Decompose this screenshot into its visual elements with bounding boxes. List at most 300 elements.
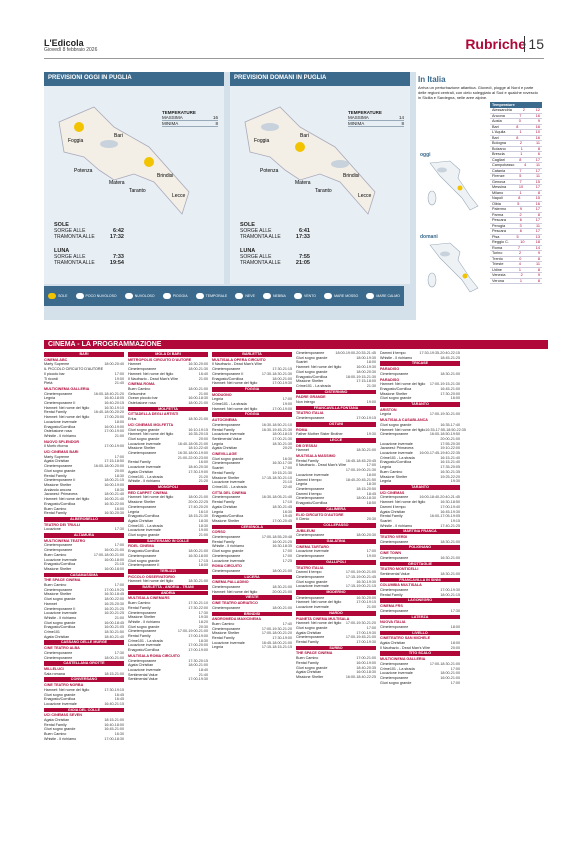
sun-icon [144,157,154,167]
film-title: Missione Shelter [44,566,72,571]
max-temp: 18 [535,240,540,244]
cinema-name: CORSO [212,530,226,535]
cinema-column [212,351,292,811]
film-title: Missione Shelter [296,675,324,679]
max-temp: 17 [535,207,540,211]
film-title: Gelsomine [128,391,146,396]
showtimes: 16:00 [450,396,460,401]
cinema-name: MULTICINEMA GALLERIA [44,386,90,391]
film-title: Il Clenio [296,517,310,522]
showtimes: 18:30-21:00 [440,371,460,376]
showtimes: 18:50 [366,501,376,506]
showtimes: 16:00-18:00 [104,566,124,571]
legend-item: NEVE [235,293,255,299]
showtimes: 20:30 [198,624,208,629]
city-heading: GROTTAGLIE [380,562,460,567]
showtimes: 17:40 [282,621,292,626]
film-listing [380,540,460,545]
showtimes: 16:00-18:00 [104,557,124,562]
sunrise-value: 6:42 [112,228,124,234]
city-heading: FOGGIA [212,412,292,417]
showtimes: 17:00-19:30-21:20 [261,626,292,631]
max-label: MASSIMA [162,115,183,120]
film-title: Whistle - Il richiamo [44,433,77,438]
min-temp: 10 [520,240,525,244]
showtimes: 17:40-20:20 [188,504,208,509]
temperature-table-tomorrow [348,110,404,127]
film-title: Locazione invernale [380,671,413,676]
showtimes: 17:00-19:00 [188,634,208,639]
showtimes: 18:00-21:00 [440,671,460,676]
cinema-name: PARADISO [380,367,400,372]
film-title: Enagosto/Cornilloa [212,376,244,381]
film-listing [44,444,124,449]
film-title: Locazione invernale [128,528,161,533]
showtimes: 16:30-18:05-21:40 [261,495,292,500]
showtimes: 18:15-21:00 [104,718,124,723]
film-title: Hamnet: Nel nome del figlio [296,621,342,626]
showtimes: 18:30-21:30 [272,441,292,446]
max-value: 16 [212,115,218,120]
film-title: Giuri sogno grande [380,396,412,401]
showtimes: 16:15-21:40 [440,460,460,465]
showtimes: 16:30-20:00 [188,362,208,367]
cinema-name: METROPOLIS CIRCUITO D'AUTORE [128,357,192,362]
city-heading: CERIGNOLA [212,525,292,530]
showtimes: 18:00-19:15-21:30 [345,374,376,379]
film-title: Agata Christian [44,459,70,464]
city-heading: FRANCAVILLA IN SINNI [380,578,460,583]
cinema-name: CINEVILLAGE [212,452,237,457]
showtimes: 17:30 [114,527,124,532]
city-name: Genova [492,179,506,184]
showtimes: 17:00-19:30 [188,677,208,682]
showtimes: 17:00-19:00 [104,429,124,434]
map-city-potenza: Potenza [260,168,279,174]
map-city-lecce: Lecce [172,193,186,199]
film-title: Il Morfo ritorna [44,444,68,449]
showtimes: 17:00-18:00-21:00 [93,552,124,557]
city-heading: MOLA DI BARI [128,352,208,357]
showtimes: 16:00-19:00 [104,424,124,429]
showtimes: 17:00 [450,666,460,671]
film-title: Cimetemporanee II [44,606,76,611]
film-title: Giuri sogno grande [212,456,244,461]
showtimes: 17:00 [282,549,292,554]
film-title: Missione Shelter [212,518,240,523]
film-title: Giuri sogno grande [296,665,328,670]
cinema-name: CINE TOWN [380,551,402,556]
showtimes: 19:10-22:00 [440,446,460,451]
showtimes: 18:00-21:00 [188,401,208,406]
film-title: Cimetemporanee [44,391,73,396]
showtimes: 16:40-18:05 [104,396,124,401]
showtimes: 18:40 [198,668,208,672]
film-listing [380,609,460,614]
film-title: Buen Camino [44,506,67,511]
film-title: Cimetemporanee [212,605,241,610]
film-title: Giuri sogno grande [128,533,160,538]
showtimes: 19:15-21:30 [272,470,292,475]
legend-item: PIOGGIA [163,293,188,299]
showtimes: 16:30 [114,732,124,737]
film-title: Cimetemporanee [128,367,157,372]
city-heading: SURBO [296,646,376,651]
film-listing [296,517,376,522]
showtimes: 17:00 [282,397,292,402]
film-title: Cimetemporanee [44,650,73,655]
min-temp: 0 [518,119,521,123]
showtimes: 17:00-19:00 [188,648,208,653]
showtimes: 18:00-21:15 [104,478,124,483]
partly-cloudy-icon [76,293,84,299]
legend-item: MARE MOSSO [324,293,358,299]
film-title: Giuri sogno grande [128,624,160,629]
film-title: Scarlet [380,518,392,523]
film-title: Agata Christian [380,509,406,514]
showtimes: 17:30 [450,608,460,613]
city-name: Olbia [492,201,501,206]
film-title: Enagosto/Cornilloa [128,648,160,653]
snow-icon [235,293,243,299]
city-heading: LAGONEGRO [380,598,460,603]
film-title: Cimetemporanee [44,543,73,548]
cinema-name: CINEMA PALLADINO [212,580,249,585]
showtimes: 17:00-19:00-21:00 [177,629,208,634]
cinema-name: UCI CINEMAS MOLFETTA [128,422,174,427]
showtimes: 21:20 [198,479,208,484]
city-heading: LIVELLO [380,631,460,636]
city-name: Torino [492,251,503,255]
film-title: Agata Christian [296,670,322,675]
film-title: Il Naufrazio - Dead Man's Wire [296,463,347,468]
film-title: Cimetemporanee [44,655,73,660]
max-temp: 11 [536,262,540,266]
min-temp: 5 [519,174,522,178]
film-title: Cimetemporanee II [44,401,76,406]
film-title: Agata Christian [128,469,154,474]
rain-icon [163,293,171,299]
film-title: Sentimental Value [380,571,410,576]
showtimes: 17:00-20:00 [104,415,124,420]
city-heading: CASAMASSIMA [44,573,124,578]
min-temp: 8 [518,196,521,200]
film-title: Locazione invernale [128,465,161,470]
max-value: 14 [398,115,404,120]
min-temp: 8 [519,157,522,162]
min-temp: 0 [519,256,522,261]
showtimes: 18:40-20:30 [188,465,208,470]
showtimes: 17:00-19:25 [104,587,124,592]
min-value: 8 [215,121,218,126]
map-city-matera: Matera [295,180,311,186]
cinema-name: NUOVA ITALIA [380,620,406,625]
cinema-name: UCI CINEMAS SEVEN [44,713,82,718]
showtimes: 18:20 [198,619,208,624]
showtimes: 20:00-22:25 [188,500,208,505]
legend-item: POCO NUVOLOSO [76,293,117,299]
film-title: IL PICCOLO CIRCUITO D'AUTORE [44,367,104,372]
cinema-name: MULTISALA CASABLANCA [380,418,428,423]
film-listing [212,446,292,451]
showtimes: 21:30 [366,383,376,388]
showtimes: 16:00-18:40-20:40-21:45 [419,495,460,500]
film-title: Il Naufrazio - Dead Man's Wire [212,362,263,367]
showtimes: 18:00-21:00 [272,376,292,381]
cinema-name: MULTISALA ROMA CIRCUITO [128,653,180,658]
film-title: Enagosto/Cornilloa [44,424,76,429]
max-temp: 16 [535,201,540,206]
max-temp: 9 [537,119,540,123]
city-heading: GIOIA DEL COLLE [44,708,124,713]
film-title: Ostelusione rosa [44,429,72,434]
showtimes: 17:00 [114,454,124,459]
showtimes: 17:35-20:05 [440,465,460,470]
film-listing [296,400,376,405]
showtimes: 18:00-21:00 [272,605,292,610]
film-title: Missione Shelter [380,474,408,479]
temperature-heading: TEMPERATURE [162,110,196,115]
film-title: Ocean piccolo bar [128,396,158,401]
min-temp: 5 [516,234,519,239]
film-title: Sentimental Value [128,672,158,677]
showtimes: 17:15-19:00-21:45 [345,574,376,579]
showtimes: 19:45 [282,514,292,519]
showtimes: 17:55-20:30 [440,441,460,446]
city-name: Messina [492,185,507,189]
film-title: Locazione invernale [128,643,161,648]
cinema-column [296,351,376,811]
showtimes: 16:40-18:05-21:00 [177,441,208,446]
sun-icon [48,293,56,299]
cinema-name: FIDEL CINEMA [128,544,155,549]
showtimes: 18:00-18:15 [272,432,292,437]
city-name: L'Aquila [492,130,506,134]
showtimes: 21:00 [366,605,376,610]
showtimes: 18:00-18:30 [356,496,376,501]
cinema-section-title: CINEMA - LA PROGRAMMAZIONE [44,340,548,349]
film-title: Giuri sogno grande [44,597,76,602]
max-temp: 11 [536,223,540,228]
cinema-name: MULTICINEMA GALLERIA [380,657,426,662]
film-title: Marty Supreme [44,362,70,367]
city-heading: CONVERSANO [44,677,124,682]
showtimes: 17:40-21:25 [440,523,460,528]
city-name: Bolzano [492,146,506,151]
max-temp: 11 [536,174,540,178]
film-listing [128,479,208,484]
film-title: Andando ancora [44,487,72,492]
cinema-name: CITTADELLA DEGLI ARTISTI [128,412,179,417]
film-title: Missione Shelter [380,391,408,396]
film-listing [44,635,124,640]
cinema-name: CINE TEATRO NORBA [44,683,84,688]
city-name: Pescara [492,218,506,222]
sun-moon-today [54,222,124,266]
fog-icon [263,293,271,299]
issue-date: Giovedì 8 febbraio 2026 [44,47,98,53]
showtimes: 20:00 [114,468,124,473]
showtimes: 18:30-21:00 [356,448,376,453]
film-title: Locazione invernale [44,611,77,616]
film-title: Cimetemporanee [296,416,325,421]
film-title: Locazione invernale [212,480,245,485]
film-title: Hamnet: Nel nome del figlio [128,432,174,437]
showtimes: 20:00 [450,645,460,650]
showtimes: 20:30 [366,517,376,522]
showtimes: 17:30-20:00 [440,391,460,396]
legend-item: VENTO [294,293,316,299]
city-heading: POLIGNANO [380,545,460,550]
showtimes: 16:35-17:40 [440,422,460,427]
film-listing [44,381,124,386]
map-city-taranto: Taranto [315,188,332,194]
film-title: Cimetemporanee II [128,563,160,568]
city-heading: VIESTE [212,595,292,600]
film-title: Pietà [44,381,53,386]
map-city-matera: Matera [109,180,125,186]
showtimes: 17:00 [366,463,376,468]
sunrise-label: SORGE ALLE [54,228,86,234]
showtimes: 16:30-21:00 [440,555,460,560]
showtimes: 16:00-21:00 [104,548,124,553]
min-temp: 3 [519,223,522,228]
film-title: Giuri sogno grande [380,422,412,427]
showtimes: 21:00 [198,376,208,381]
cinema-name: PADRE GRANDE [296,395,326,400]
city-heading: TRICASE [380,361,460,366]
city-heading: BRINDISI [212,612,292,617]
film-listing [380,681,460,686]
film-title: Crime101 - La strada [212,484,247,489]
city-heading: OSTUNI [296,422,376,427]
film-title: Rental Family [44,511,67,516]
film-title: Hamnet: Nel nome del figlio [380,427,426,432]
showtimes: 17:00-19:15 [356,600,376,605]
cinema-listings [44,351,548,811]
showtimes: 18:40-21:40 [104,634,124,639]
showtimes: 16:20-21:25 [104,611,124,616]
city-name: Ancona [492,113,505,118]
film-listing [296,501,376,506]
min-temp: 7 [517,245,521,250]
map-city-potenza: Potenza [74,168,93,174]
city-name: Bari [492,124,499,129]
showtimes: 16:00-18:00-20:00 [93,464,124,469]
min-temp: 7 [519,168,522,173]
city-heading: MOLFETTA [128,407,208,412]
showtimes: 17:00-19:30 [440,588,460,593]
showtimes: 17:00-19:30-21:20 [345,621,376,626]
film-title: Legnia [212,645,224,650]
max-temp: 16 [535,135,540,140]
showtimes: 19:30 [450,479,460,484]
max-temp: 17 [535,218,540,222]
showtimes: 19:30 [366,432,376,437]
city-heading: FRANCAVILLA FONTANA [296,406,376,411]
film-title: Crime101 - La strada [296,383,331,388]
min-temp: 7 [519,179,522,184]
film-title: Rental Family [296,660,319,665]
showtimes: 18:00 [198,563,208,568]
film-title: Hamnet: Nel nome del figlio [44,687,90,692]
film-title: Crime101 - La strada [128,523,163,528]
city-name: Pisa [492,234,500,239]
film-title: Crime101 - La strada [128,638,163,643]
italy-title: In Italia [418,75,446,84]
sunset-label: TRAMONTA ALLE [240,234,281,240]
film-title: Locazione [44,527,61,532]
film-title: Giuri sogno grande [296,625,328,630]
film-listing [380,556,460,561]
showtimes: 19:00 [198,528,208,533]
film-listing [296,432,376,437]
film-listing [380,372,460,377]
film-title: Agata Christian [44,634,70,639]
showtimes: 18:00-20:30 [356,533,376,538]
city-heading: GALATINA [296,539,376,544]
film-title: Cimetemporanee [212,535,241,540]
film-title: Erlus [128,417,137,422]
film-title: Locazione invernale [296,472,329,477]
film-title: Cimetemporanee [212,585,241,590]
film-title: Locazione invernale [212,432,245,437]
forecast-tomorrow-title: PREVISIONI DOMANI IN PUGLIA [230,72,410,86]
film-title: Cimetemporanee [380,661,409,666]
showtimes: 18:00-21:00 [188,663,208,668]
showtimes: 17:30-21:10 [188,601,208,606]
min-temp: 8 [516,124,519,129]
max-temp: 15 [535,196,540,200]
showtimes: 16:30-18:50-21:10 [261,422,292,427]
showtimes: 21:40 [114,381,124,386]
min-temp: 1 [519,278,523,283]
showtimes: 16:00-18:30 [188,396,208,401]
film-title: Locazione invernale [128,441,161,446]
film-title: Cimetemporanee [296,595,325,600]
sun-moon-tomorrow [240,222,310,266]
film-title: Whistle - Il richiamo [44,615,77,620]
max-temp: 8 [537,190,540,195]
film-title: Cimetemporanee [380,539,409,544]
showtimes: 19:00 [282,402,292,407]
showtimes: 18:30-21:45 [272,504,292,509]
film-listing [296,675,376,680]
film-title: Crime101 - La strada [380,666,415,671]
film-listing [128,677,208,682]
film-title: Rental Family [44,473,67,478]
film-title: Locazione invernale [44,701,77,706]
cinema-name: MULTISALA CINEMARS [128,596,170,601]
film-title: Whistle - Il richiamo [44,736,77,741]
city-heading: BARLETTA [212,352,292,357]
showtimes: 17:00-18:00-21:20 [261,631,292,636]
film-title: Javanesi: Primavera [380,446,414,451]
max-temp: 13 [535,234,540,239]
city-name: Trento [492,256,503,261]
showtimes: 20:20 [282,446,292,451]
moonrise-value: 7:33 [112,254,124,260]
showtimes: 18:30 [198,638,208,643]
showtimes: 17:00 [114,583,124,588]
film-title: Agata Christian [380,641,406,646]
max-temp: 16 [535,124,540,129]
showtimes: 16:00 [198,460,208,465]
film-title: Agata Christian [128,663,154,668]
showtimes: 17:00 [114,371,124,376]
showtimes: 18:30 [114,473,124,478]
city-name: Venezia [492,273,506,277]
